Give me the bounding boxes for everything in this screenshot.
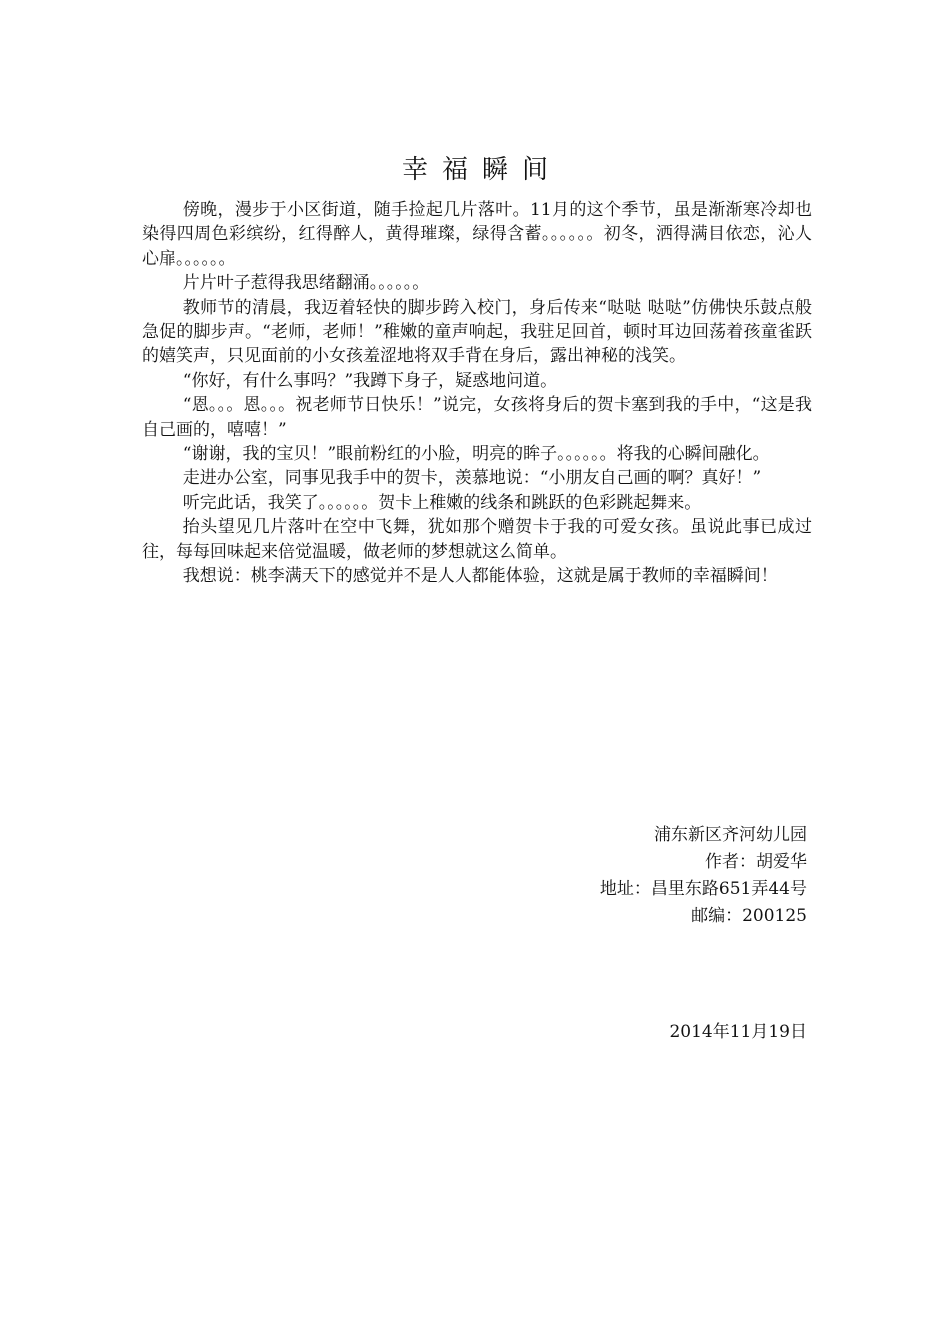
document-body <box>142 198 812 589</box>
author-line: 作者：胡爱华 <box>705 852 807 872</box>
paragraph: 抬头望见几片落叶在空中飞舞，犹如那个赠贺卡于我的可爱女孩。虽说此事已成过往，每每回味起来倍觉温暖，做老师的梦想就这么简单。 <box>142 517 812 562</box>
document-date: 2014年11月19日 <box>669 1022 807 1042</box>
document-title: 幸福瞬间 <box>401 155 562 186</box>
paragraph: “谢谢，我的宝贝！”眼前粉红的小脸，明亮的眸子。。。。。。将我的心瞬间融化。 <box>182 444 770 465</box>
signature-block <box>407 822 807 930</box>
paragraph: 我想说：桃李满天下的感觉并不是人人都能体验，这就是属于教师的幸福瞬间！ <box>182 566 778 587</box>
school-name: 浦东新区齐河幼儿园 <box>654 825 807 845</box>
paragraph: “你好，有什么事吗？”我蹲下身子，疑惑地问道。 <box>182 370 558 391</box>
paragraph: 片片叶子惹得我思绪翻涌。。。。。。 <box>182 273 430 294</box>
paragraph: 教师节的清晨，我迈着轻快的脚步跨入校门，身后传来“哒哒 哒哒”仿佛快乐鼓点般急促的脚步声。“老师，老师！”稚嫩的童声响起，我驻足回首，顿时耳边回荡着孩童雀跃的嬉笑声，只见面前的小女孩羞涩地将双手背在身后，露出神秘的浅笑。 <box>142 297 812 367</box>
paragraph: 傍晚，漫步于小区街道，随手捡起几片落叶。11月的这个季节，虽是渐渐寒冷却也染得四周色彩缤纷，红得醉人，黄得璀璨，绿得含蓄。。。。。。初冬，洒得满目依恋，沁人心扉。。。。。。 <box>142 200 812 269</box>
paragraph: 走进办公室，同事见我手中的贺卡，羡慕地说：“小朋友自己画的啊？真好！” <box>182 468 762 489</box>
postcode-line: 邮编：200125 <box>691 906 807 926</box>
paragraph: 听完此话，我笑了。。。。。。贺卡上稚嫩的线条和跳跃的色彩跳起舞来。 <box>182 492 702 513</box>
address-line: 地址：昌里东路651弄44号 <box>599 879 807 899</box>
paragraph: “恩。。。恩。。。祝老师节日快乐！”说完，女孩将身后的贺卡塞到我的手中，“这是我自己画的，嘻嘻！” <box>142 395 812 440</box>
